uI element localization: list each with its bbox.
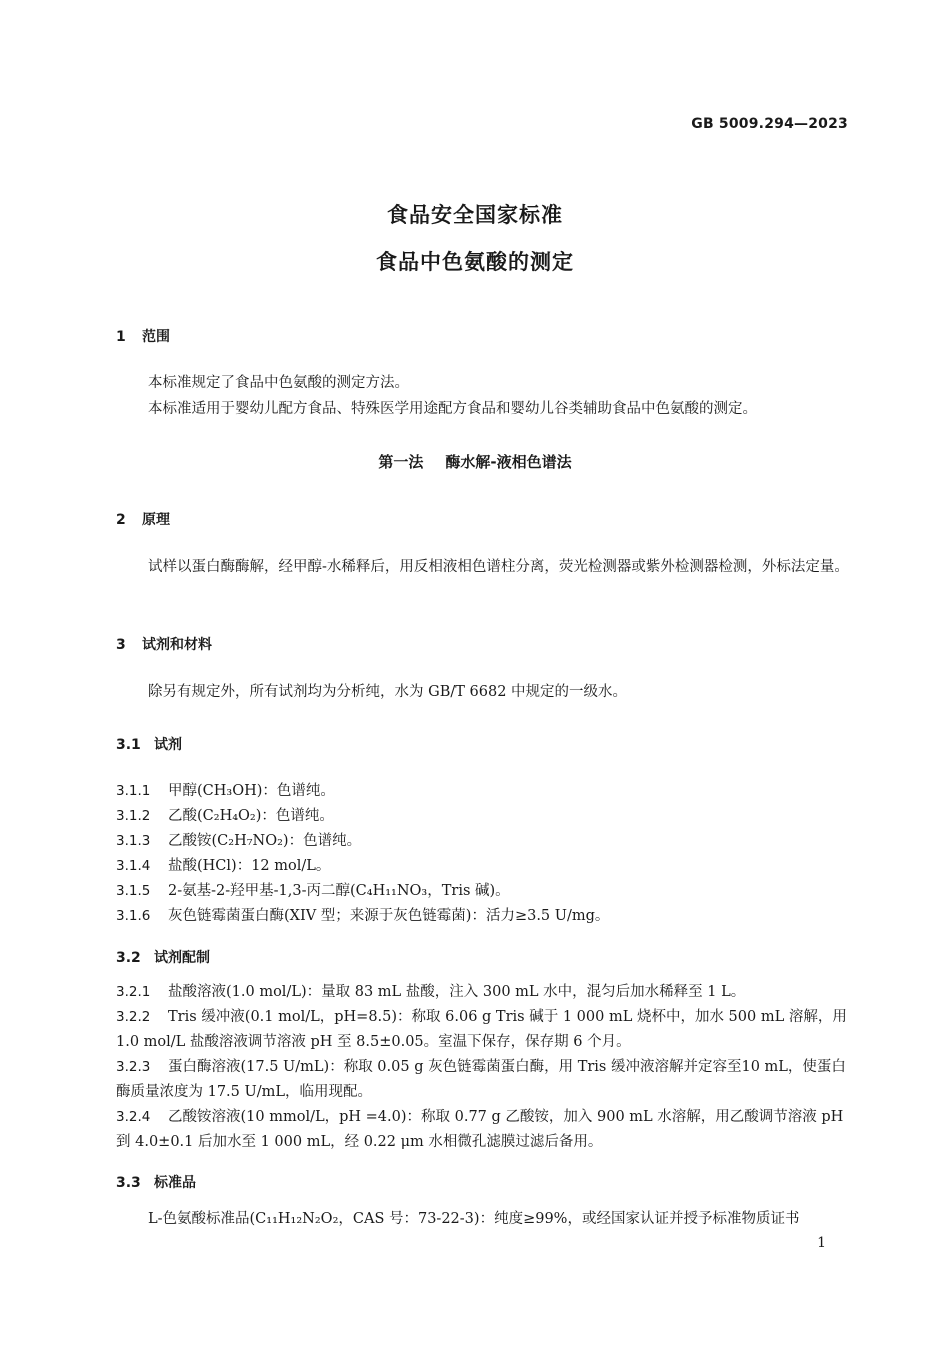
section-title: 范围 — [142, 329, 170, 345]
scope-paragraph-2: 本标准适用于婴幼儿配方食品、特殊医学用途配方食品和婴幼儿谷类辅助食品中色氨酸的测定。 — [148, 401, 757, 417]
item-text: 乙酸铵(C₂H₇NO₂)：色谱纯。 — [168, 833, 362, 849]
item-text: 甲醇(CH₃OH)：色谱纯。 — [168, 783, 335, 799]
principle-paragraph: 试样以蛋白酶酶解，经甲醇-水稀释后，用反相液相色谱柱分离，荧光检测器或紫外检测器检测，外标法定量。 — [148, 559, 849, 575]
section-number: 3.2 — [116, 950, 141, 966]
list-item — [116, 980, 850, 1005]
list-item — [116, 904, 850, 929]
item-number: 3.1.5 — [116, 883, 151, 899]
item-number: 3.1.4 — [116, 858, 151, 874]
item-text: 乙酸(C₂H₄O₂)：色谱纯。 — [168, 808, 334, 824]
section-title: 试剂配制 — [154, 950, 210, 966]
document-title: 食品安全国家标准 — [387, 203, 563, 227]
section-title: 原理 — [142, 512, 170, 528]
subsection-heading-standards — [116, 1172, 196, 1192]
section-number: 1 — [116, 329, 126, 345]
method-heading — [0, 451, 950, 472]
item-number: 3.1.6 — [116, 908, 151, 924]
item-number: 3.2.3 — [116, 1059, 151, 1075]
section-heading-scope — [116, 326, 170, 346]
list-item — [116, 779, 850, 804]
document-subtitle: 食品中色氨酸的测定 — [376, 250, 574, 274]
list-item — [116, 1005, 850, 1055]
section-number: 3 — [116, 637, 126, 653]
standards-paragraph: L-色氨酸标准品(C₁₁H₁₂N₂O₂，CAS 号：73-22-3)：纯度≥99%，或经国家认证并授予标准物质证书 — [148, 1211, 800, 1227]
section-title: 试剂和材料 — [142, 637, 212, 653]
method-name: 酶水解-液相色谱法 — [445, 453, 572, 471]
item-text: 盐酸溶液(1.0 mol/L)：量取 83 mL 盐酸，注入 300 mL 水中，混匀后加水稀释至 1 L。 — [168, 984, 746, 1000]
list-item — [116, 1105, 850, 1155]
list-item — [116, 829, 850, 854]
item-text: 灰色链霉菌蛋白酶(XIV 型；来源于灰色链霉菌)：活力≥3.5 U/mg。 — [168, 908, 610, 924]
section-number: 3.3 — [116, 1175, 141, 1191]
item-number: 3.1.2 — [116, 808, 151, 824]
subsection-heading-reagent-list — [116, 734, 182, 754]
list-item — [116, 854, 850, 879]
method-label: 第一法 — [378, 453, 424, 471]
item-number: 3.2.1 — [116, 984, 151, 1000]
subsection-heading-reagent-prep — [116, 947, 210, 967]
reagents-paragraph: 除另有规定外，所有试剂均为分析纯，水为 GB/T 6682 中规定的一级水。 — [148, 684, 628, 700]
section-number: 3.1 — [116, 737, 141, 753]
item-number: 3.2.2 — [116, 1009, 151, 1025]
item-text: 乙酸铵溶液(10 mmol/L，pH =4.0)：称取 0.77 g 乙酸铵，加入 900 mL 水溶解，用乙酸调节溶液 pH 到 4.0±0.1 后加水至 1 000 mL，经 0.22 μm 水相微孔滤膜过滤后备用。 — [116, 1109, 844, 1150]
page-number: 1 — [817, 1235, 826, 1251]
section-title: 标准品 — [154, 1175, 196, 1191]
item-number: 3.1.3 — [116, 833, 151, 849]
scope-paragraph-1: 本标准规定了食品中色氨酸的测定方法。 — [148, 375, 409, 391]
item-text: 盐酸(HCl)：12 mol/L。 — [168, 858, 331, 874]
section-heading-reagents — [116, 634, 212, 654]
section-heading-principle — [116, 509, 170, 529]
list-item — [116, 804, 850, 829]
list-item — [116, 879, 850, 904]
section-number: 2 — [116, 512, 126, 528]
item-text: 蛋白酶溶液(17.5 U/mL)：称取 0.05 g 灰色链霉菌蛋白酶，用 Tris 缓冲液溶解并定容至10 mL，使蛋白酶质量浓度为 17.5 U/mL，临用现配。 — [116, 1059, 846, 1100]
list-item — [116, 1055, 850, 1105]
section-title: 试剂 — [154, 737, 182, 753]
item-text: 2-氨基-2-羟甲基-1,3-丙二醇(C₄H₁₁NO₃，Tris 碱)。 — [168, 883, 510, 899]
item-number: 3.2.4 — [116, 1109, 151, 1125]
item-text: Tris 缓冲液(0.1 mol/L，pH=8.5)：称取 6.06 g Tris 碱于 1 000 mL 烧杯中，加水 500 mL 溶解，用 1.0 mol/L 盐酸溶液调节溶液 pH 至 8.5±0.05。室温下保存，保存期 6 个月。 — [116, 1009, 847, 1050]
item-number: 3.1.1 — [116, 783, 151, 799]
standard-code: GB 5009.294—2023 — [691, 116, 848, 132]
